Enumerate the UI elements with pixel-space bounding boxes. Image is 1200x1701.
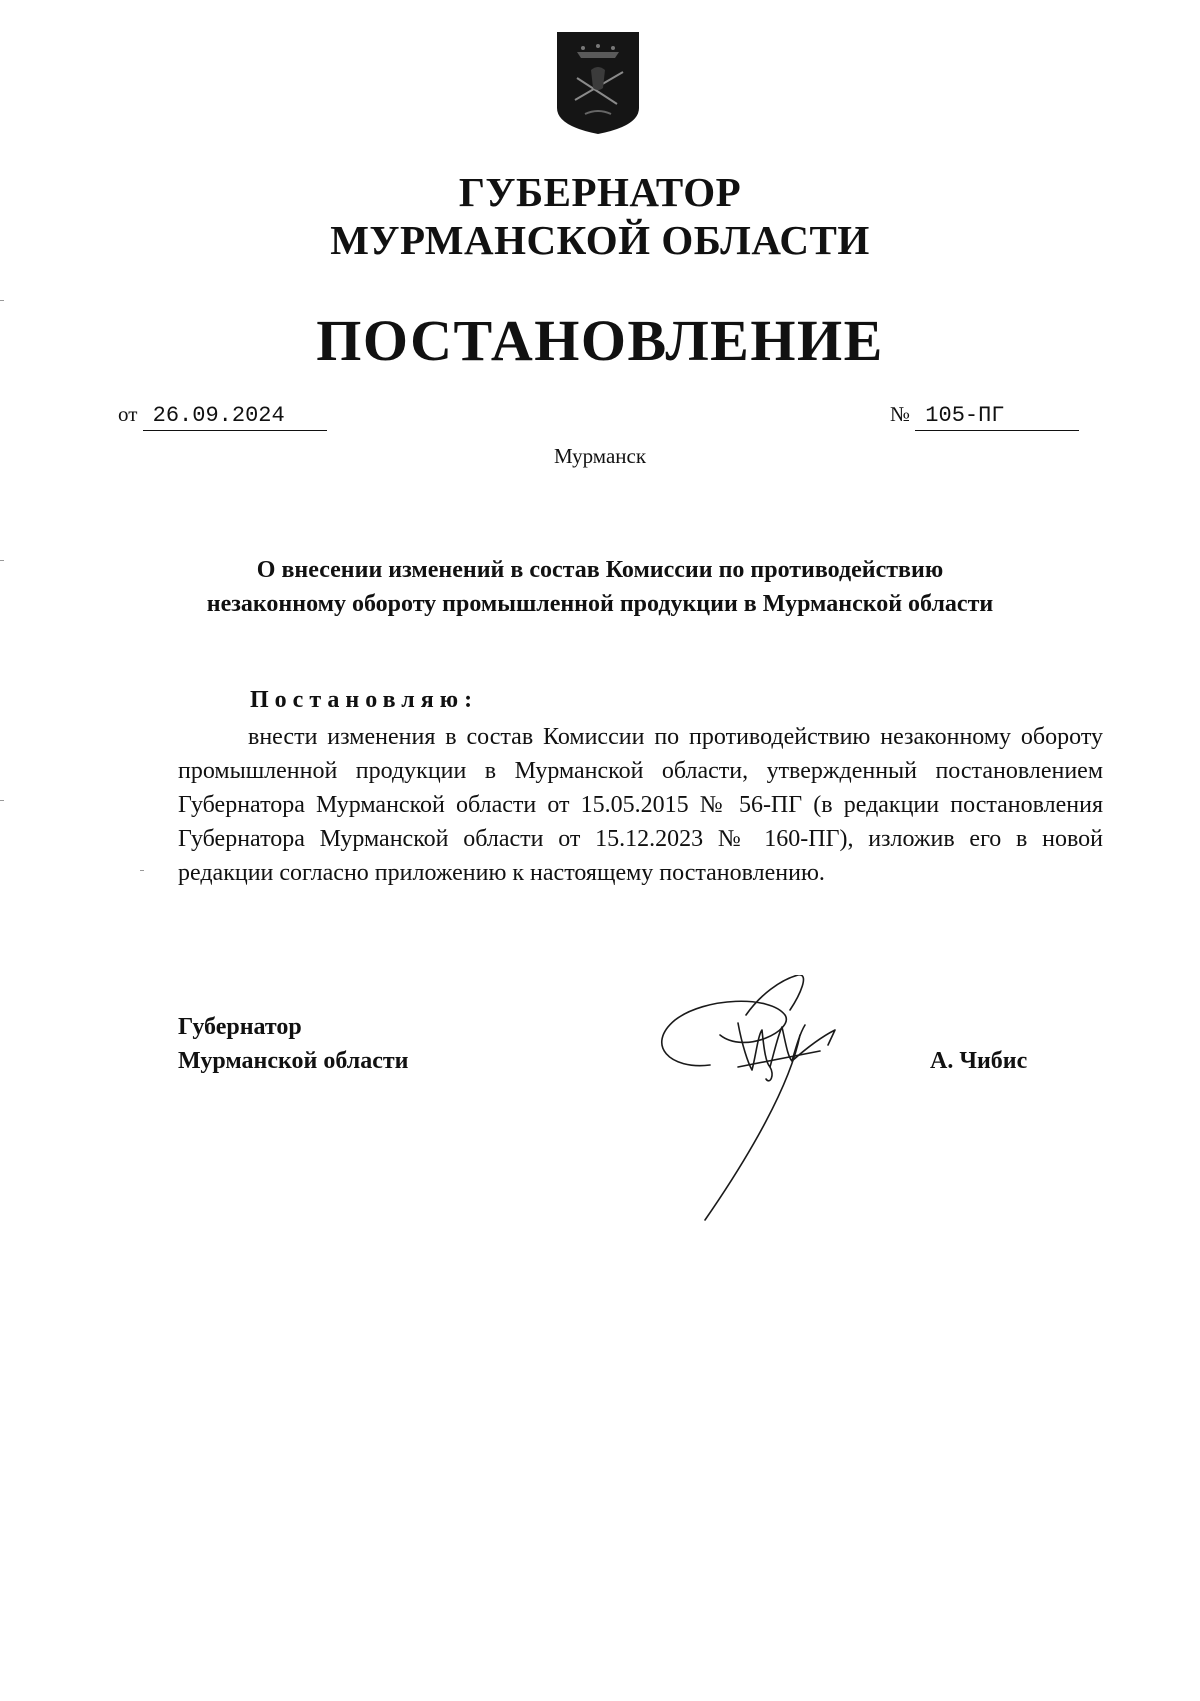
document-date [118, 400, 327, 431]
city-name: Мурманск [553, 444, 647, 468]
body-paragraph: внести изменения в состав Комиссии по противодействию незаконному обороту промышленной продукции в Мурманской области, утвержденный постановлением Губернатора Мурманской области от 15.05.2015 № 56-ПГ (в редакции постановления Губернатора Мурманской области от 15.12.2023 № 160-ПГ), изложив его в новой редакции согласно приложению к настоящему постановлению. [178, 724, 1103, 886]
document-type-title: ПОСТАНОВЛЕНИЕ [316, 308, 884, 373]
signatory-title-line2: Мурманской области [178, 1048, 409, 1074]
signatory-name: А. Чибис [930, 1048, 1028, 1074]
decree-label: Постановляю: [250, 687, 479, 713]
subject-line-2: незаконному обороту промышленной продукции в Мурманской области [206, 591, 994, 617]
handwritten-signature [650, 975, 910, 1225]
coat-of-arms-icon [555, 30, 641, 136]
issuer-title-line1: ГУБЕРНАТОР [458, 169, 742, 215]
number-prefix: № [890, 402, 911, 426]
issuer-title-line2: МУРМАНСКОЙ ОБЛАСТИ [330, 217, 870, 263]
scan-margin-mark [0, 560, 4, 561]
scan-margin-mark [0, 800, 4, 801]
scan-margin-mark [140, 870, 144, 871]
date-value: 26.09.2024 [143, 402, 327, 431]
number-value: 105-ПГ [915, 402, 1079, 431]
scan-margin-mark [0, 300, 4, 301]
subject-line-1: О внесении изменений в состав Комиссии по противодействию [256, 557, 944, 583]
date-prefix: от [118, 402, 138, 426]
document-number [890, 400, 1079, 431]
signatory-title-line1: Губернатор [178, 1014, 302, 1040]
